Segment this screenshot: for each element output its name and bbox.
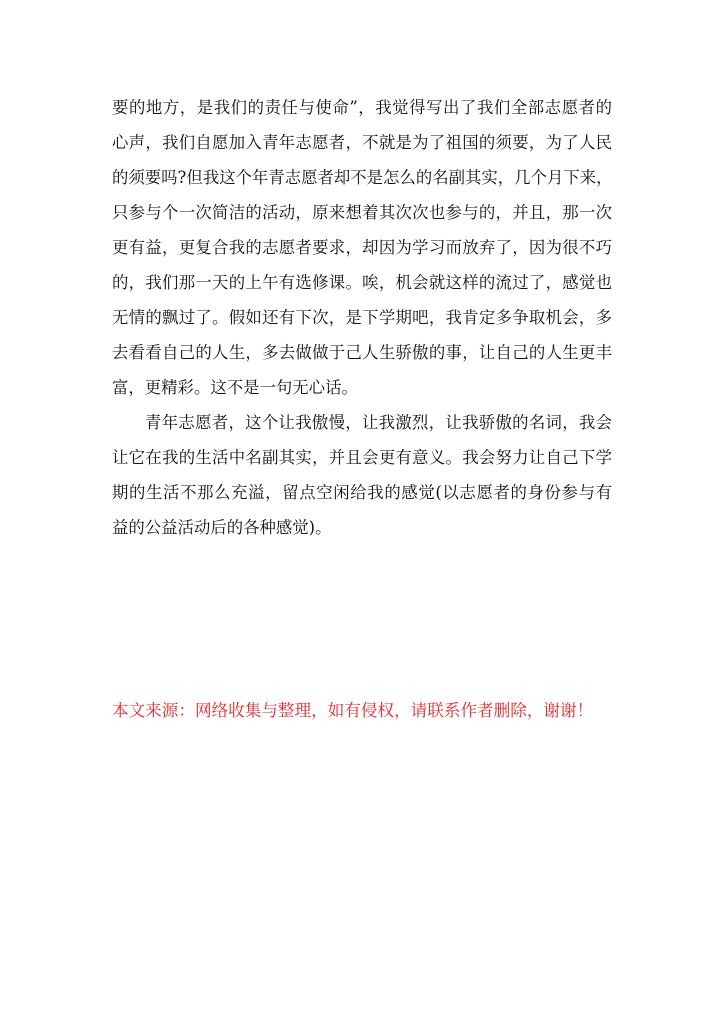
document-body bbox=[112, 90, 612, 545]
text-line: 只参与个一次简洁的活动，原来想着其次次也参与的，并且，那一次 bbox=[112, 203, 612, 222]
text-line: 去看看自己的人生，多去做做于己人生骄傲的事，让自己的人生更丰 bbox=[112, 343, 612, 362]
paragraph-1 bbox=[112, 90, 612, 405]
text-line: 的须要吗?但我这个年青志愿者却不是怎么的名副其实，几个月下来， bbox=[112, 168, 613, 187]
text-line: 益的公益活动后的各种感觉)。 bbox=[112, 518, 332, 537]
text-line: 青年志愿者，这个让我傲慢，让我激烈，让我骄傲的名词，我会 bbox=[145, 413, 612, 432]
source-note: 本文来源：网络收集与整理，如有侵权，请联系作者删除，谢谢！ bbox=[112, 701, 594, 720]
text-line: 期的生活不那么充溢，留点空闲给我的感觉(以志愿者的身份参与有 bbox=[112, 483, 612, 502]
text-line: 无情的飘过了。假如还有下次，是下学期吧，我肯定多争取机会，多 bbox=[112, 308, 612, 327]
text-line: 让它在我的生活中名副其实，并且会更有意义。我会努力让自己下学 bbox=[112, 448, 612, 467]
text-line: 要的地方，是我们的责任与使命”，我觉得写出了我们全部志愿者的 bbox=[112, 98, 612, 117]
text-line: 富，更精彩。这不是一句无心话。 bbox=[112, 378, 358, 397]
text-line: 更有益，更复合我的志愿者要求，却因为学习而放弃了，因为很不巧 bbox=[112, 238, 612, 257]
paragraph-2 bbox=[112, 405, 612, 545]
text-line: 的，我们那一天的上午有选修课。唉，机会就这样的流过了，感觉也 bbox=[112, 273, 612, 292]
text-line: 心声，我们自愿加入青年志愿者，不就是为了祖国的须要，为了人民 bbox=[112, 133, 612, 152]
